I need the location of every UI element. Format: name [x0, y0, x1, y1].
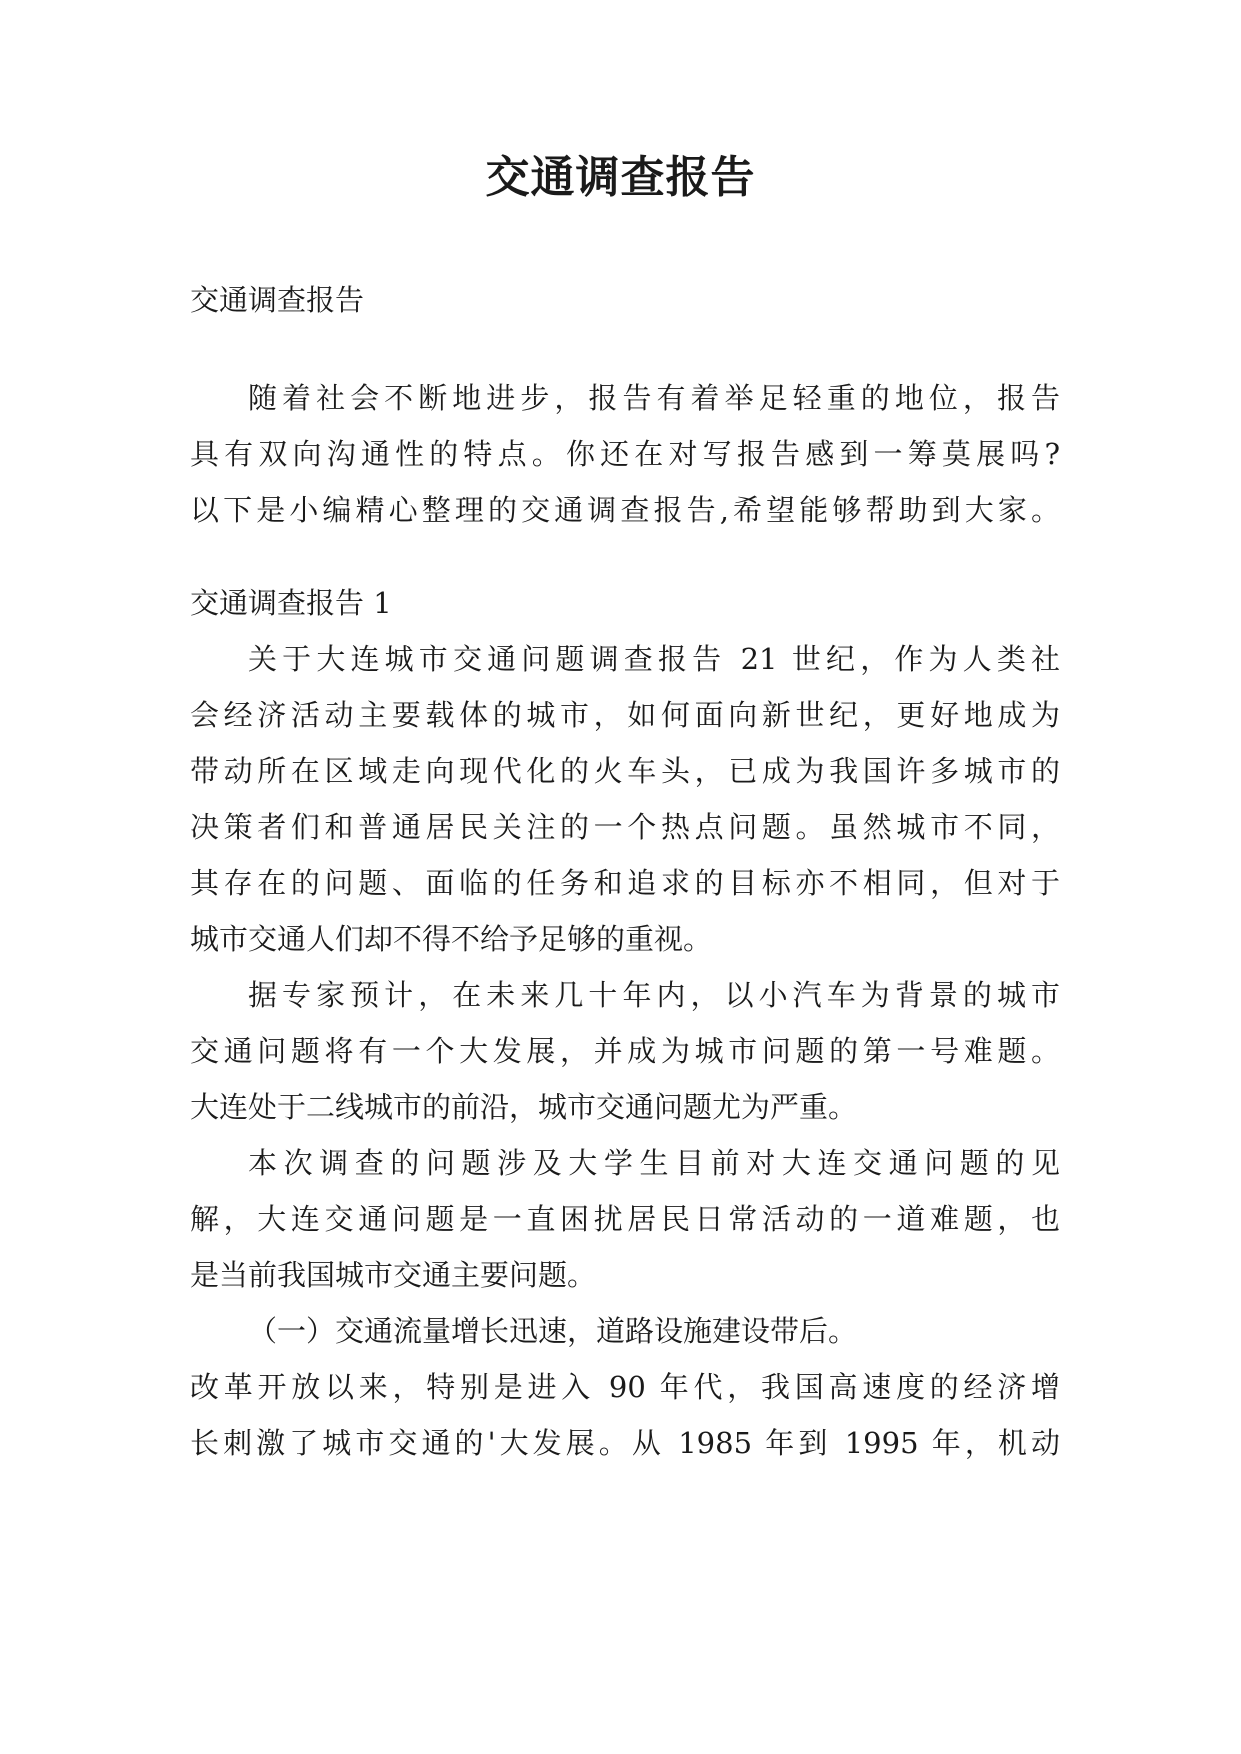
- paragraph-2-line-3: 大连处于二线城市的前沿，城市交通问题尤为严重。: [190, 1090, 858, 1124]
- paragraph-2-line-1: 据专家预计，在未来几十年内，以小汽车为背景的城市: [248, 978, 1060, 1012]
- paragraph-4-line-1: 改革开放以来，特别是进入 90 年代，我国高速度的经济增: [190, 1370, 1060, 1404]
- paragraph-2-line-2: 交通问题将有一个大发展，并成为城市问题的第一号难题。: [190, 1034, 1060, 1068]
- intro-paragraph: [190, 370, 1060, 538]
- paragraph-1-line-3: 带动所在区域走向现代化的火车头，已成为我国许多城市的: [190, 754, 1060, 788]
- subtitle-line: 交通调查报告: [190, 283, 365, 317]
- paragraph-3-line-3: 是当前我国城市交通主要问题。: [190, 1258, 597, 1292]
- intro-line-3: 以下是小编精心整理的交通调查报告,希望能够帮助到大家。: [190, 493, 1060, 527]
- paragraph-3: [190, 1135, 1060, 1303]
- subheading-line: （一）交通流量增长迅速，道路设施建设带后。: [248, 1314, 858, 1348]
- paragraph-1: [190, 631, 1060, 967]
- paragraph-3-line-2: 解，大连交通问题是一直困扰居民日常活动的一道难题，也: [190, 1202, 1060, 1236]
- document-subtitle: [190, 272, 1060, 328]
- intro-line-1: 随着社会不断地进步，报告有着举足轻重的地位，报告: [248, 381, 1060, 415]
- paragraph-4-line-2: 长刺激了城市交通的'大发展。从 1985 年到 1995 年，机动: [190, 1426, 1060, 1460]
- paragraph-3-line-1: 本次调查的问题涉及大学生目前对大连交通问题的见: [248, 1146, 1060, 1180]
- paragraph-1-line-4: 决策者们和普通居民关注的一个热点问题。虽然城市不同，: [190, 810, 1060, 844]
- paragraph-4: [190, 1359, 1060, 1471]
- paragraph-1-line-1: 关于大连城市交通问题调查报告 21 世纪，作为人类社: [248, 642, 1060, 676]
- paragraph-1-line-5: 其存在的问题、面临的任务和追求的目标亦不相同，但对于: [190, 866, 1060, 900]
- section-heading: [190, 575, 1060, 631]
- document-title: 交通调查报告: [485, 152, 756, 203]
- section-heading-line: 交通调查报告 1: [190, 586, 392, 620]
- paragraph-1-line-2: 会经济活动主要载体的城市，如何面向新世纪，更好地成为: [190, 698, 1060, 732]
- paragraph-2: [190, 967, 1060, 1135]
- paragraph-1-line-6: 城市交通人们却不得不给予足够的重视。: [190, 922, 713, 956]
- intro-line-2: 具有双向沟通性的特点。你还在对写报告感到一筹莫展吗?: [190, 437, 1060, 471]
- subheading: [190, 1303, 1060, 1359]
